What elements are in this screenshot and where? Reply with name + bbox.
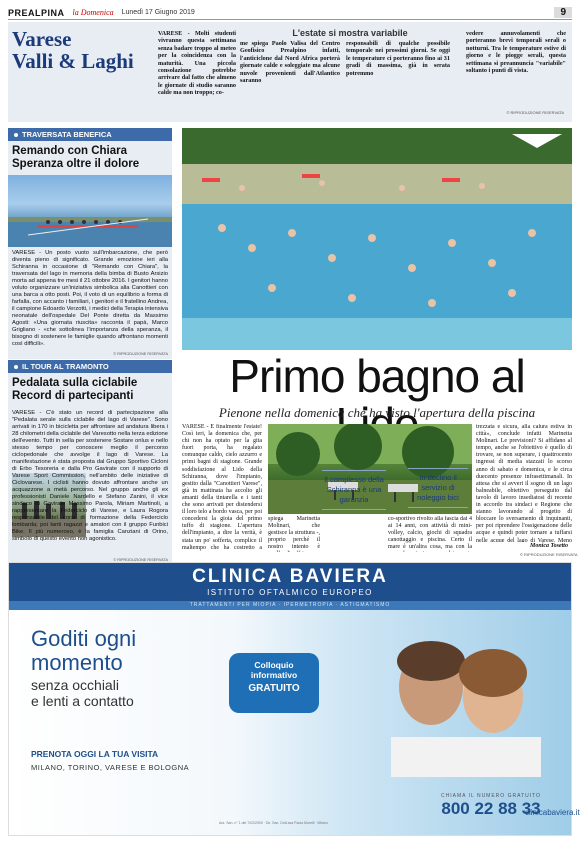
weather-col-1: VARESE - Molti studenti vivranno questa settimana senza badare troppo al meteo per la coincidenza con la maturità. Una piccola consolazione potrebbe arrivare dal fatto che almeno le giornate di studio saranno calde ma non troppo; co- — [158, 30, 236, 97]
headline-rowing: Remando con Chiara Speranza oltre il dolore — [8, 141, 172, 175]
kicker-rowing — [8, 128, 172, 141]
main-credit: © RIPRODUZIONE RISERVATA — [520, 552, 578, 557]
ad-brand: CLINICA BAVIERA — [192, 566, 388, 587]
body-rowing: VARESE - Un posto vuoto sull'imbarcazione, che però diventa pieno di significato. Grande emozione ieri alla Schiranna in occasione di "Remando con Chiara", la traversata del lago in memoria della bimba di Busto Arsizio morta ad appena tre mesi il 21 ottobre 2016. I genitori hanno voluto organizzare un'iniziativa simbolica alla Canottieri con una barca a otto posti. Poi, il voto di un equilibrio a forma di farfalla, con accanto i familiari, i genitori e il fratellino Andrea, il campione Edoardo Verzotti, i medici della Terapia intensiva neonatale dell'ospedale Del Ponte diretta da Massimo Agosti: «Una giornata riuscita» racconta il papà, Marco Grigliano - «che sottolinea l'importanza della speranza, il bisogno di sostenere le famiglie quando affrontano momenti così difficili». — [8, 247, 172, 351]
weather-title: L'estate si mostra variabile — [292, 28, 408, 38]
ad-headline-line2: momento — [31, 650, 123, 675]
photo-rowing-boat — [8, 175, 172, 247]
issue-date: Lunedì 17 Giugno 2019 — [121, 9, 195, 16]
weather-col-3: responsabili di qualche possibile temporale nei prossimi giorni. Se oggi le temperature ci porteranno fino ai 31 gradi di massima, già in serata potremmo — [346, 40, 450, 77]
ad-subheadline — [31, 677, 134, 709]
page-number: 9 — [554, 7, 572, 18]
pullquote-schiranna: Il complesso della Schiranna è una garanzia — [322, 470, 386, 510]
bubble-line1: Colloquio — [254, 660, 294, 670]
ad-book-visit: PRENOTA OGGI LA TUA VISITA — [31, 749, 159, 759]
photo-pool — [182, 128, 572, 350]
bullet-icon — [14, 133, 18, 137]
headline-cycling: Pedalata sulla ciclabile Record di partecipanti — [8, 373, 172, 407]
ad-headline — [31, 627, 136, 675]
kicker-cycling — [8, 360, 172, 373]
ad-header — [9, 563, 571, 601]
author-byline: Monica Tosetto — [530, 543, 568, 549]
ad-brand-subtitle: ISTITUTO OFTALMICO EUROPEO — [207, 588, 373, 597]
ad-sub-line2: e lenti a contatto — [31, 693, 134, 709]
bubble-line3: GRATUITO — [248, 683, 300, 694]
weather-credit: © RIPRODUZIONE RISERVATA — [506, 110, 564, 115]
kicker-label: IL TOUR AL TRAMONTO — [22, 362, 109, 371]
newspaper-logo: PREALPINA — [8, 7, 65, 18]
ad-website[interactable]: clinicabaviera.it — [525, 808, 580, 817]
weather-col-4: vedere annuvolamenti che porteranno brevi temporali serali o notturni. Tra le temperature estive di giorno e le piogge serali, questa settimana si preannuncia "variabile" soltanto i punti di vista. — [466, 30, 566, 75]
ad-headline-line1: Goditi ogni — [31, 626, 137, 651]
ad-sub-line1: senza occhiali — [31, 677, 119, 693]
body-cycling: VARESE - C'è stato un record di partecipazione alla "Pedalata serale sulla ciclabile del lago di Varese". Sono arrivati in 170 in bicicletta per affrontare ad andatura libera i 28 chilometri della ciclabile del Varesotto nella terza edizione dell'evento. Tutti in sella per sostenere Sostare onlus e nello stesso tempo per conoscere meglio il percorso ciclopedonale che avvolge il lago di Varese. La manifestazione è stata proposta dal Gruppo Sportivo Cicloni di Erbo Tesoreria e dalla Pro Gavirate con il supporto di Varese Sport Commission, nell'ambito delle iniziative di Ciclovarese. I ciclisti hanno dovuto affrontare anche un acquazzone a metà percorso. Nel gruppo anche gli ex professionisti Daniele Nardello e Stefano Zanini, il vice sindaco di Gavirate Massimo Parola, Miriam Martinoli, a rappresentare la Federciclo di Varese, e Laura Rogora responsabile del corsi di formazione della Federciclo lombarda; poi tanti ragazzi e amatori con il gruppo Funbici Bike. Il più numeroso, è la famiglia Canziani di Orino, simbolo di questo evento non agonistico. — [12, 410, 168, 542]
main-body-col-3: co-sportivo rivolto alla fascia dai 4 ai 14 anni, con attività di mini-volley, calcio, giochi di squadra canottaggio e piscina. Certo il mare è un'altra cosa, ma con la — [388, 516, 472, 551]
ad-cities: MILANO, TORINO, VARESE E BOLOGNA — [31, 763, 190, 772]
section-banner — [8, 22, 572, 122]
main-body-col-4: trezzata e sicura, alla calura estiva in città», conclude infatti Marinetta Molinari. Le previsioni? Si affidano al tempo, anche se l'obiettivo è quello di trovare, se non superare, i quattrocento ingressi di media stazzati lo scorso anno di sabato e domenica, e le circa duecento presenze infrasettimanali. In attesa che si avveri il sogno di un lago balneabile, obiettivo perseguito dal tavolo di lavoro insediatosi di recente in accordo tra sindaci e Regione che stanno lavorando al progetto di bloccare lo sversamento di inquinanti, per poi riprendere l'ossigenazione delle acque e quindi poter tornare a tuffarsi nelle acque del lago di Varese. Meno — [476, 424, 572, 542]
main-subheadline: Pienone nella domenica che ha visto l'apertura della piscina — [218, 405, 536, 420]
masthead — [8, 6, 572, 20]
ad-call-label: CHIAMA IL NUMERO GRATUITO — [441, 793, 541, 799]
bubble-line2: informativo — [250, 670, 298, 680]
ad-phone-number[interactable]: 800 22 88 33 — [441, 799, 541, 818]
ad-free-consultation-bubble — [229, 653, 319, 713]
section-title — [12, 28, 134, 72]
ad-couple-photo — [361, 627, 561, 777]
section-title-line1: Varese — [12, 27, 72, 51]
kicker-label: TRAVERSATA BENEFICA — [22, 130, 112, 139]
cycling-body-block — [8, 407, 172, 557]
credit-cycling: © RIPRODUZIONE RISERVATA — [8, 557, 172, 565]
ad-treatments-strip: TRATTAMENTI PER MIOPIA · IPERMETROPIA · ASTIGMATISMO — [9, 601, 571, 610]
advertisement-clinica-baviera[interactable] — [8, 562, 580, 836]
weather-col-2: me spiega Paolo Valisa del Centro Geofisico Prealpino infatti, l'anticiclone dal Nord Africa porterà giornate calde e soleggiate ma alcune nuvole provenienti dall'Atlantico saranno — [240, 40, 340, 85]
main-headline: Primo bagno al — [229, 350, 525, 402]
bullet-icon — [14, 365, 18, 369]
main-body-col-1: VARESE - È finalmente l'estate! Così ieri, la domenica che, per chi non ha optato per la gita fuori porta, ha regalato comunque caldo, cielo azzurro e primi bagni di stagione. Grande soddisfazione al Lido della Schiranna, dove l'impianto, gestito dalla "Canottieri Varese", già in mattinata ha accolto gli amanti della tintarella e i tanti che sono arrivati per distendersi il loro telo a bordo vasca, per poi concedersi la gioia del primo tuffo di stagione. L'apertura dell'impianto, a dire la verità, è stata un po' sofferta, complice il maltempo che ha costretto a — [182, 424, 262, 551]
section-title-line2: Valli & Laghi — [12, 49, 134, 73]
main-body-col-2: spiega Marinetta Molinari, che gestisce la struttura -, proprio perché il nostro intento è — [268, 516, 320, 551]
pullquote-bike-rental: In declino il servizio di noleggio bici — [408, 468, 468, 508]
sidebar-article-rowing — [8, 128, 172, 359]
pool-illustration — [182, 128, 572, 350]
sidebar-article-cycling — [8, 360, 172, 565]
ad-fine-print: Aut. San. n° 1 del 7/02/2000 · Dir. San. Dott.ssa Paola Morelli · Milano — [219, 821, 328, 825]
newspaper-logo-suffix: la Domenica — [72, 8, 114, 17]
rowing-boat-illustration — [8, 175, 172, 247]
credit-rowing: © RIPRODUZIONE RISERVATA — [8, 351, 172, 359]
